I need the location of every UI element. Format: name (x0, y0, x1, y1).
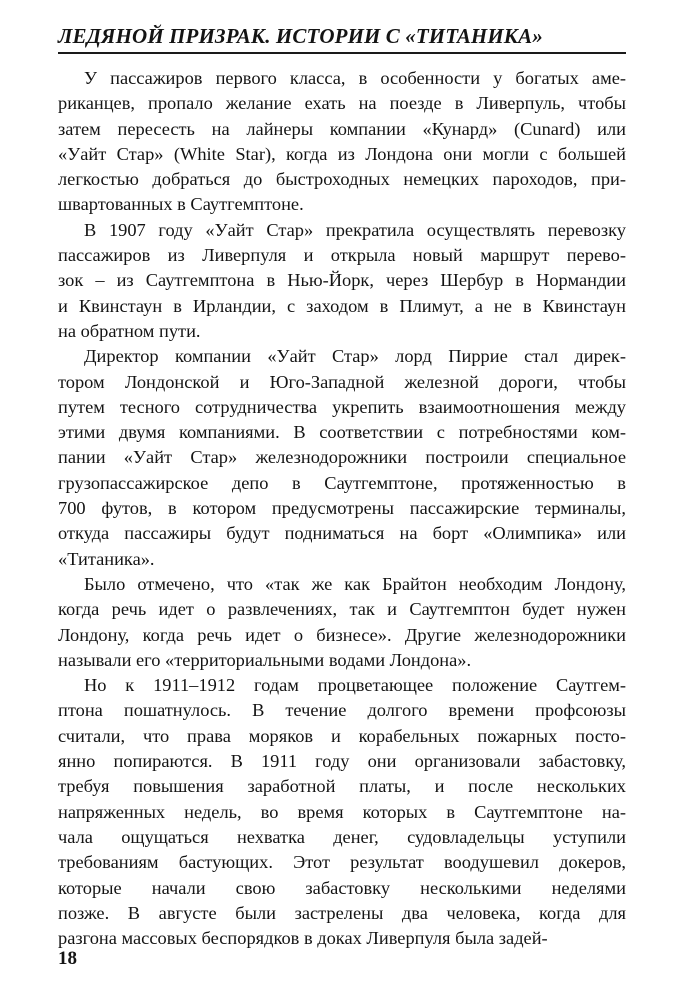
paragraph (58, 673, 626, 951)
text-line: напряженных недель, во время которых в Саутгемптоне на- (58, 801, 626, 822)
text-line: Но к 1911–1912 годам процветающее положение Саутгем- (84, 675, 626, 696)
text-line: и Квинстаун в Ирландии, с заходом в Плимут, а не в Квинстаун (58, 295, 626, 316)
text-line: считали, что права моряков и корабельных пожарных посто- (58, 725, 626, 746)
text-line: птона пошатнулось. В течение долгого времени профсоюзы (58, 700, 626, 721)
paragraph (58, 66, 626, 218)
text-line: чала ощущаться нехватка денег, судовладельцы уступили (58, 826, 626, 847)
text-line: требованиям бастующих. Этот результат воодушевил докеров, (58, 852, 626, 873)
text-line: Лондону, когда речь идет о бизнесе». Другие железнодорожники (58, 624, 626, 645)
text-line: откуда пассажиры будут подниматься на борт «Олимпика» или (58, 523, 626, 544)
text-line: этими двумя компаниями. В соответствии с потребностями ком- (58, 422, 626, 443)
text-line: 700 футов, в котором предусмотрены пассажирские терминалы, (58, 498, 626, 519)
paragraph (58, 344, 626, 572)
text-line: риканцев, пропало желание ехать на поезде в Ливерпуль, чтобы (58, 93, 626, 114)
text-line: на обратном пути. (58, 320, 201, 341)
text-line: тором Лондонской и Юго-Западной железной дороги, чтобы (58, 371, 626, 392)
text-line: которые начали свою забастовку несколькими неделями (58, 877, 626, 898)
text-line: Было отмечено, что «так же как Брайтон необходим Лондону, (84, 573, 626, 594)
text-line: пассажиров из Ливерпуля и открыла новый маршрут перево- (58, 245, 626, 266)
text-line: легкостью добраться до быстроходных немецких пароходов, при- (58, 169, 626, 190)
text-line: называли его «территориальными водами Лондона». (58, 649, 472, 670)
text-line: позже. В августе были застрелены два человека, когда для (58, 902, 626, 923)
text-line: Директор компании «Уайт Стар» лорд Пиррие стал дирек- (84, 346, 626, 367)
text-line: «Титаника». (58, 548, 155, 569)
text-line: когда речь идет о развлечениях, так и Саутгемптон будет нужен (58, 599, 626, 620)
text-line: грузопассажирское депо в Саутгемптоне, протяженностью в (58, 472, 626, 493)
text-line: разгона массовых беспорядков в доках Ливерпуля была задей- (58, 928, 548, 949)
text-line: путем тесного сотрудничества укрепить взаимоотношения между (58, 396, 626, 417)
running-head (58, 22, 626, 54)
text-line: швартованных в Саутгемптоне. (58, 194, 304, 215)
page-number: 18 (58, 948, 77, 969)
text-line: пании «Уайт Стар» железнодорожники построили специальное (58, 447, 626, 468)
text-line: затем пересесть на лайнеры компании «Кунард» (Cunard) или (58, 118, 626, 139)
text-line: янно попираются. В 1911 году они организовали забастовку, (58, 751, 626, 772)
body-text (58, 66, 626, 951)
text-line: «Уайт Стар» (White Star), когда из Лондона они могли с большей (58, 143, 626, 164)
paragraph (58, 572, 626, 673)
text-line: В 1907 году «Уайт Стар» прекратила осуществлять перевозку (84, 219, 626, 240)
text-line: требуя повышения заработной платы, и после нескольких (58, 776, 626, 797)
paragraph (58, 218, 626, 344)
text-line: зок – из Саутгемптона в Нью-Йорк, через Шербур в Нормандии (58, 270, 626, 291)
running-head-title: ЛЕДЯНОЙ ПРИЗРАК. ИСТОРИИ С «ТИТАНИКА» (58, 24, 543, 48)
text-line: У пассажиров первого класса, в особенности у богатых аме- (84, 68, 626, 88)
